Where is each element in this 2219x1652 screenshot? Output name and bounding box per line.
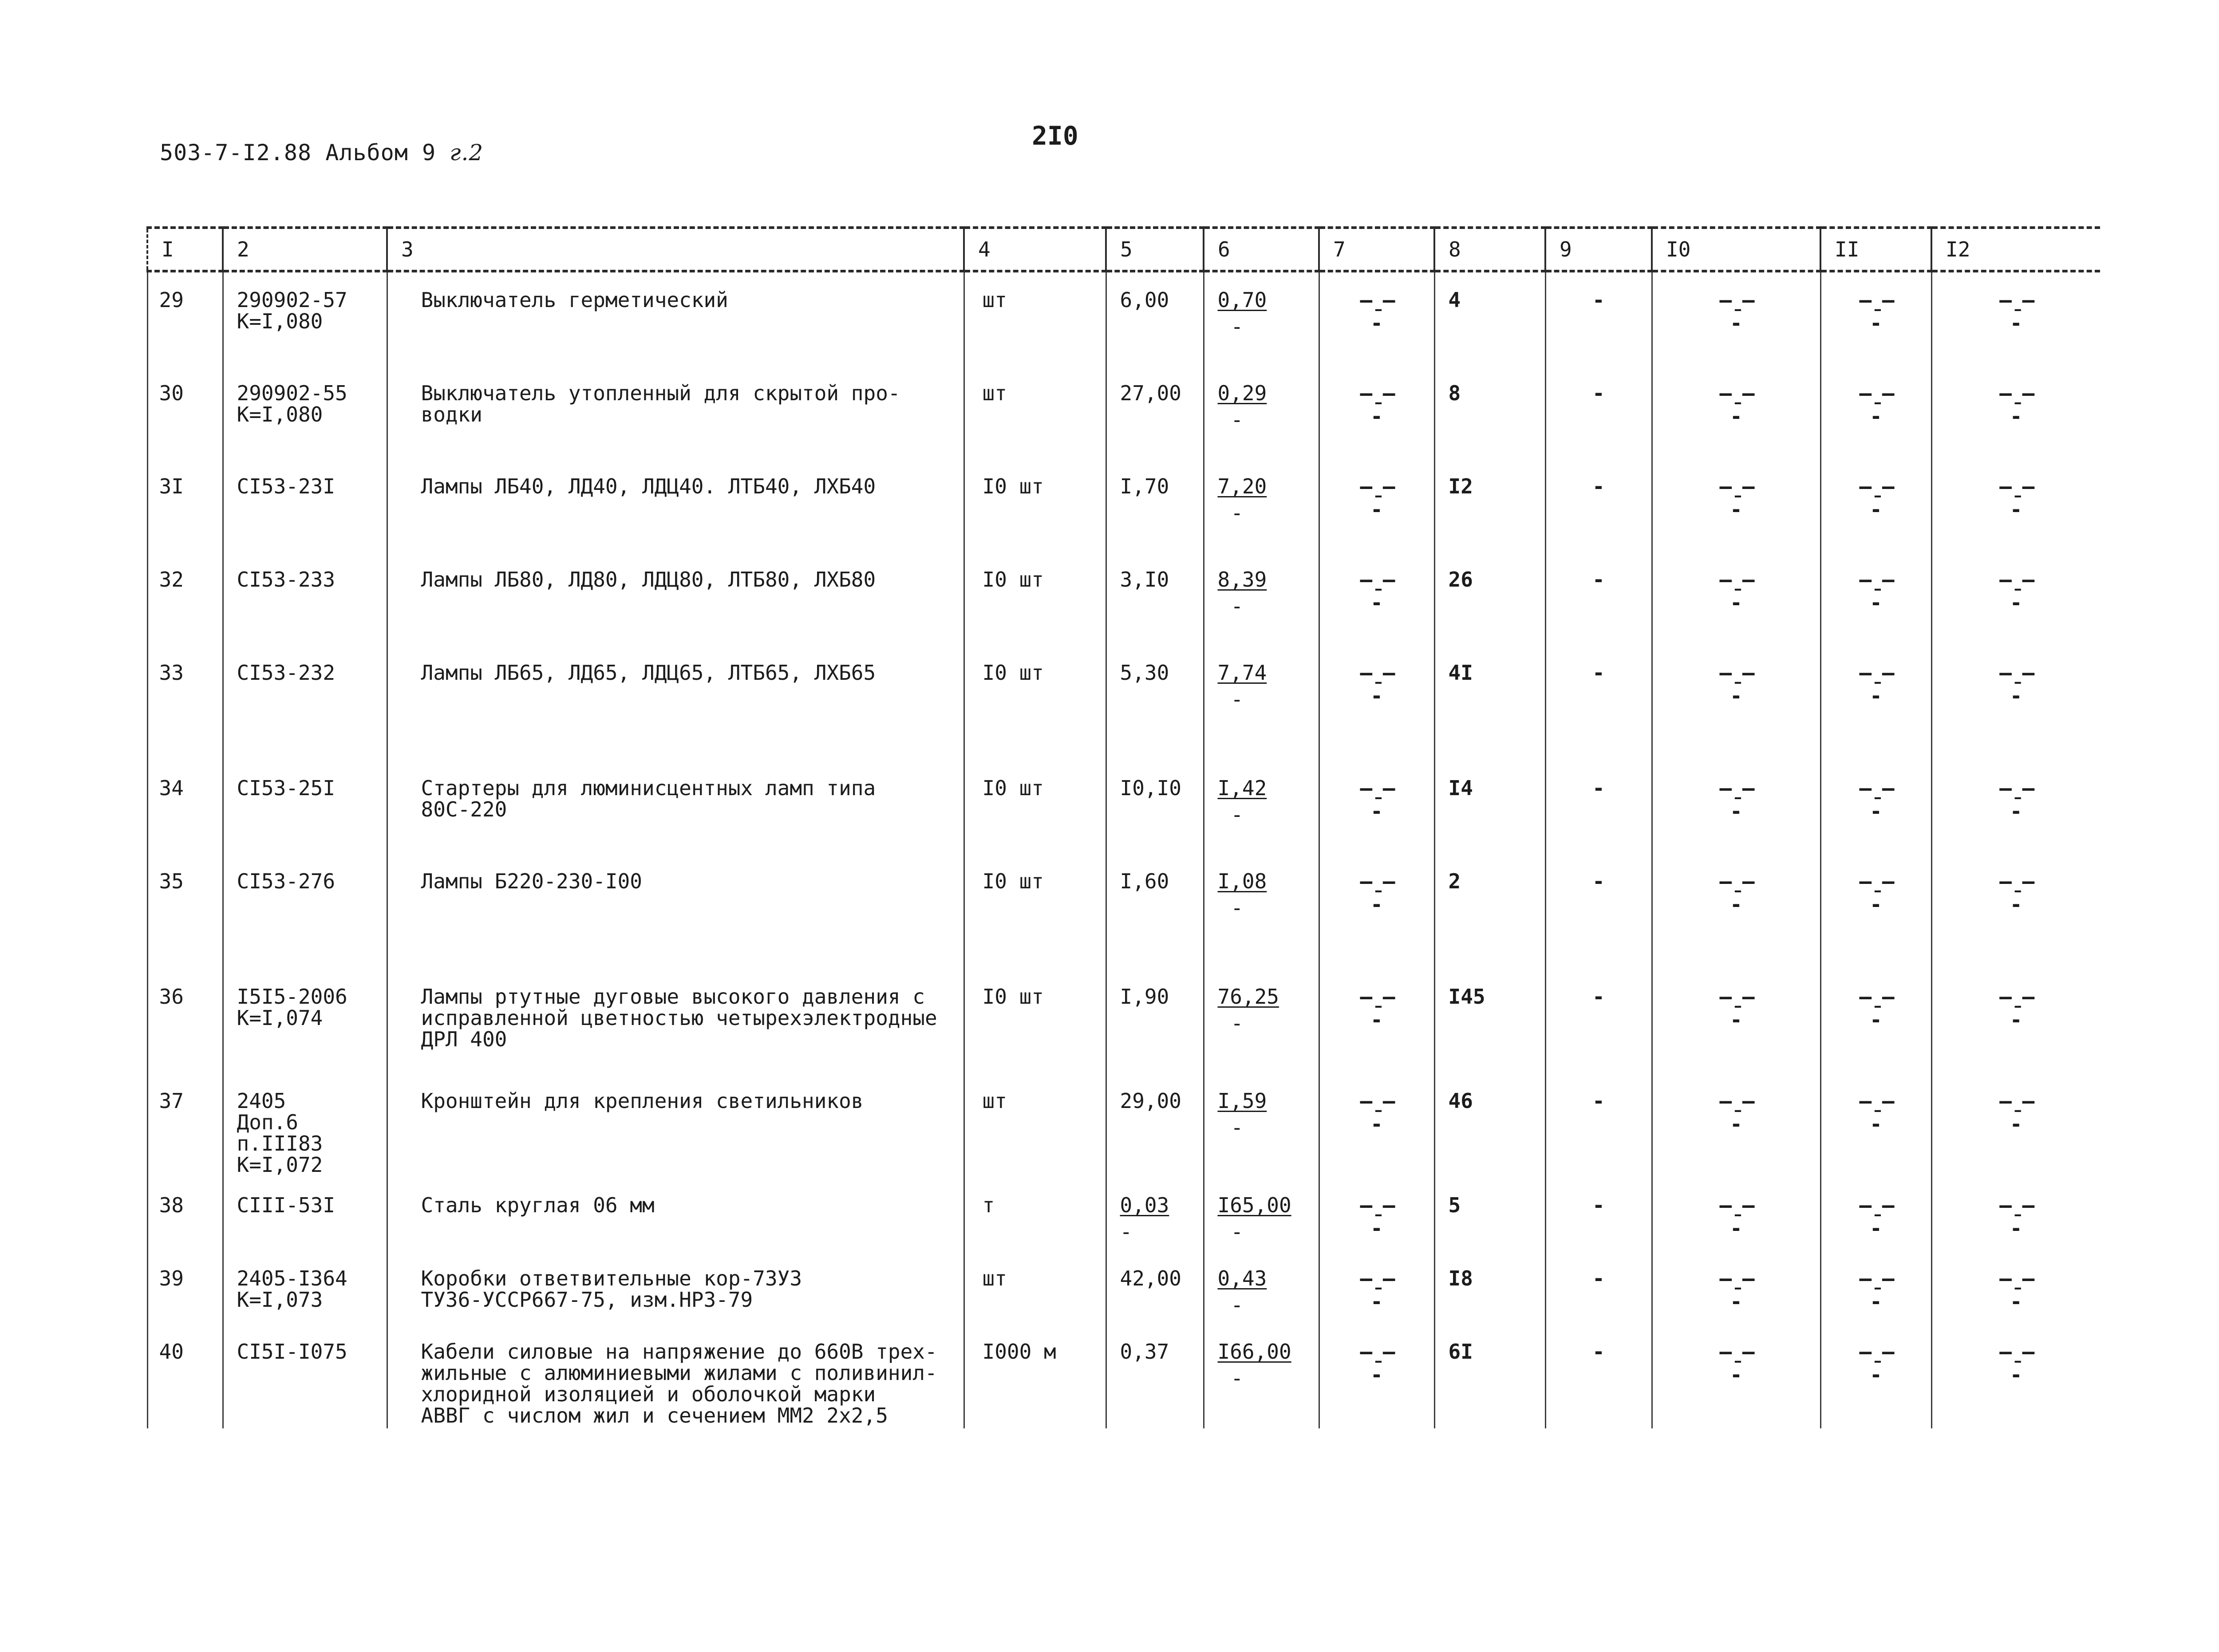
cell-row-number: 29 [147, 271, 223, 366]
cell-unit: I0 шт [964, 552, 1106, 645]
ditto-mark: –̱– - [1859, 1193, 1893, 1240]
cell-col11 [1820, 645, 1931, 761]
ditto-mark: –̱– - [1719, 1340, 1753, 1387]
cell-col12 [1931, 761, 2100, 854]
cell-col6-value: 0,29 [1217, 381, 1267, 405]
cell-col6-value: 76,25 [1217, 985, 1279, 1009]
cell-code: 290902-55 К=I,080 [223, 366, 387, 459]
ditto-mark: –̱– - [1859, 661, 1893, 708]
cell-row-number: 35 [147, 854, 223, 969]
cell-col12 [1931, 1324, 2100, 1428]
cell-col6-dash: - [1231, 687, 1244, 711]
cell-row-number: 32 [147, 552, 223, 645]
cell-code: CI53-276 [223, 854, 387, 969]
table-body [147, 271, 2100, 1428]
cell-col7 [1319, 1324, 1434, 1428]
cell-code: 2405-I364 К=I,073 [223, 1251, 387, 1324]
ditto-mark: –̱– - [1859, 1089, 1893, 1136]
cell-col8: I8 [1434, 1251, 1545, 1324]
ditto-mark: –̱– - [1719, 661, 1753, 708]
cell-col6 [1204, 969, 1319, 1073]
cell-col6 [1204, 1073, 1319, 1178]
cell-col12 [1931, 1073, 2100, 1178]
ditto-mark: –̱– - [1719, 1193, 1753, 1240]
ditto-mark: –̱– - [1999, 985, 2033, 1032]
cell-col9: - [1545, 645, 1652, 761]
cell-col11 [1820, 854, 1931, 969]
ditto-mark: –̱– - [1360, 869, 1394, 916]
cell-col5-value: 0,03 [1120, 1193, 1169, 1217]
cell-name: Лампы ЛБ40, ЛД40, ЛДЦ40. ЛТБ40, ЛХБ40 [387, 459, 964, 552]
table-row [147, 459, 2100, 552]
cell-col7 [1319, 969, 1434, 1073]
cell-col8: 8 [1434, 366, 1545, 459]
column-header-5: 5 [1106, 228, 1204, 271]
cell-col5-value: I0,I0 [1120, 776, 1181, 800]
cell-col11 [1820, 366, 1931, 459]
cell-col11 [1820, 1251, 1931, 1324]
table-row [147, 552, 2100, 645]
cell-col6-value: I,42 [1217, 776, 1267, 800]
cell-col11 [1820, 271, 1931, 366]
cell-col5 [1106, 271, 1204, 366]
ditto-mark: –̱– - [1719, 985, 1753, 1032]
cell-col6-value: 8,39 [1217, 568, 1267, 591]
table-row [147, 1178, 2100, 1251]
table-row [147, 1073, 2100, 1178]
cell-col6 [1204, 366, 1319, 459]
cell-col5-value: 5,30 [1120, 661, 1169, 685]
cell-name: Кабели силовые на напряжение до 660В трех- жильные с алюминиевыми жилами с поливинил- хлоридной изоляцией и оболочкой марки АВВГ с числом жил и сечением ММ2 2х2,5 [387, 1324, 964, 1428]
cell-col6-value: I65,00 [1217, 1193, 1291, 1217]
cell-col7 [1319, 366, 1434, 459]
cell-col6-dash: - [1231, 896, 1244, 920]
cell-col7 [1319, 1251, 1434, 1324]
ditto-mark: –̱– - [1999, 1193, 2033, 1240]
ditto-mark: –̱– - [1719, 1266, 1753, 1313]
cell-col8: 46 [1434, 1073, 1545, 1178]
cell-col5-value: 27,00 [1120, 381, 1181, 405]
cell-col8: 4 [1434, 271, 1545, 366]
table-row [147, 271, 2100, 366]
table-row [147, 854, 2100, 969]
table-row [147, 645, 2100, 761]
cell-col5 [1106, 969, 1204, 1073]
cell-col5 [1106, 366, 1204, 459]
cell-unit: I0 шт [964, 761, 1106, 854]
ditto-mark: –̱– - [1859, 568, 1893, 615]
cell-col6 [1204, 552, 1319, 645]
cell-col6-value: I,08 [1217, 869, 1267, 893]
table-row [147, 761, 2100, 854]
cell-code: CI53-232 [223, 645, 387, 761]
ditto-mark: –̱– - [1859, 869, 1893, 916]
cell-col5-value: I,70 [1120, 474, 1169, 498]
cell-row-number: 33 [147, 645, 223, 761]
cell-col6-dash: - [1231, 1366, 1244, 1390]
cell-col6-value: 0,70 [1217, 288, 1267, 312]
estimate-table [146, 226, 2100, 1428]
cell-code: 290902-57 К=I,080 [223, 271, 387, 366]
ditto-mark: –̱– - [1360, 661, 1394, 708]
cell-col6 [1204, 1324, 1319, 1428]
cell-col12 [1931, 854, 2100, 969]
cell-unit: т [964, 1178, 1106, 1251]
column-header-3: 3 [387, 228, 964, 271]
cell-name: Сталь круглая 06 мм [387, 1178, 964, 1251]
ditto-mark: –̱– - [1999, 869, 2033, 916]
cell-col10 [1652, 1073, 1820, 1178]
cell-col5 [1106, 854, 1204, 969]
table-row [147, 1251, 2100, 1324]
cell-col8: 2 [1434, 854, 1545, 969]
cell-row-number: 3I [147, 459, 223, 552]
ditto-mark: –̱– - [1999, 568, 2033, 615]
cell-col8: 4I [1434, 645, 1545, 761]
cell-col8: 5 [1434, 1178, 1545, 1251]
cell-col5 [1106, 552, 1204, 645]
cell-col9: - [1545, 854, 1652, 969]
cell-row-number: 36 [147, 969, 223, 1073]
cell-col11 [1820, 969, 1931, 1073]
cell-col9: - [1545, 1178, 1652, 1251]
cell-col11 [1820, 1073, 1931, 1178]
cell-row-number: 38 [147, 1178, 223, 1251]
cell-col8: 6I [1434, 1324, 1545, 1428]
cell-col5 [1106, 1073, 1204, 1178]
cell-col6 [1204, 459, 1319, 552]
cell-col11 [1820, 761, 1931, 854]
cell-unit: I0 шт [964, 459, 1106, 552]
cell-col5 [1106, 761, 1204, 854]
cell-col5-value: 29,00 [1120, 1089, 1181, 1113]
table-row [147, 366, 2100, 459]
cell-col9: - [1545, 969, 1652, 1073]
cell-name: Коробки ответвительные кор-73У3 ТУ36-УССР667-75, изм.НР3-79 [387, 1251, 964, 1324]
ditto-mark: –̱– - [1859, 1340, 1893, 1387]
ditto-mark: –̱– - [1999, 661, 2033, 708]
cell-row-number: 37 [147, 1073, 223, 1178]
cell-col9: - [1545, 271, 1652, 366]
cell-col6 [1204, 271, 1319, 366]
cell-col10 [1652, 552, 1820, 645]
cell-code: CI53-25I [223, 761, 387, 854]
cell-col5-value: I,90 [1120, 985, 1169, 1009]
cell-col10 [1652, 854, 1820, 969]
ditto-mark: –̱– - [1999, 1089, 2033, 1136]
cell-col11 [1820, 1178, 1931, 1251]
cell-row-number: 39 [147, 1251, 223, 1324]
cell-col6-value: I,59 [1217, 1089, 1267, 1113]
cell-row-number: 40 [147, 1324, 223, 1428]
cell-col6-dash: - [1231, 1220, 1244, 1244]
cell-col7 [1319, 459, 1434, 552]
ditto-mark: –̱– - [1999, 776, 2033, 823]
cell-col6 [1204, 854, 1319, 969]
cell-code: CI53-23I [223, 459, 387, 552]
cell-col6-value: I66,00 [1217, 1340, 1291, 1364]
column-header-11: II [1820, 228, 1931, 271]
cell-col10 [1652, 1324, 1820, 1428]
cell-code: CIII-53I [223, 1178, 387, 1251]
cell-col5 [1106, 1251, 1204, 1324]
cell-col6-dash: - [1231, 803, 1244, 827]
cell-col8: 26 [1434, 552, 1545, 645]
cell-col5-value: I,60 [1120, 869, 1169, 893]
cell-col7 [1319, 645, 1434, 761]
cell-col8: I45 [1434, 969, 1545, 1073]
cell-col5 [1106, 1324, 1204, 1428]
cell-unit: шт [964, 271, 1106, 366]
ditto-mark: –̱– - [1719, 474, 1753, 521]
ditto-mark: –̱– - [1360, 568, 1394, 615]
cell-col5-dash: - [1120, 1220, 1133, 1244]
ditto-mark: –̱– - [1999, 1266, 2033, 1313]
ditto-mark: –̱– - [1859, 474, 1893, 521]
ditto-mark: –̱– - [1360, 1340, 1394, 1387]
cell-row-number: 34 [147, 761, 223, 854]
cell-name: Стартеры для люминисцентных ламп типа 80С-220 [387, 761, 964, 854]
cell-col12 [1931, 459, 2100, 552]
cell-name: Лампы Б220-230-I00 [387, 854, 964, 969]
cell-col12 [1931, 271, 2100, 366]
cell-col11 [1820, 1324, 1931, 1428]
cell-code: 2405 Доп.6 п.III83 К=I,072 [223, 1073, 387, 1178]
cell-col5-value: 3,I0 [1120, 568, 1169, 591]
cell-col6-dash: - [1231, 1293, 1244, 1317]
cell-unit: шт [964, 366, 1106, 459]
cell-code: I5I5-2006 К=I,074 [223, 969, 387, 1073]
cell-code: CI5I-I075 [223, 1324, 387, 1428]
cell-col12 [1931, 1251, 2100, 1324]
cell-col10 [1652, 271, 1820, 366]
cell-col7 [1319, 1178, 1434, 1251]
column-header-9: 9 [1545, 228, 1652, 271]
cell-col7 [1319, 1073, 1434, 1178]
cell-col8: I2 [1434, 459, 1545, 552]
cell-col9: - [1545, 761, 1652, 854]
cell-col6 [1204, 1178, 1319, 1251]
column-header-2: 2 [223, 228, 387, 271]
cell-col10 [1652, 645, 1820, 761]
cell-col6-dash: - [1231, 594, 1244, 618]
ditto-mark: –̱– - [1360, 1089, 1394, 1136]
column-header-7: 7 [1319, 228, 1434, 271]
cell-col9: - [1545, 1324, 1652, 1428]
ditto-mark: –̱– - [1719, 288, 1753, 335]
cell-col9: - [1545, 459, 1652, 552]
ditto-mark: –̱– - [1360, 288, 1394, 335]
cell-name: Выключатель герметический [387, 271, 964, 366]
cell-col6-value: 7,74 [1217, 661, 1267, 685]
cell-name: Кронштейн для крепления светильников [387, 1073, 964, 1178]
cell-col11 [1820, 459, 1931, 552]
ditto-mark: –̱– - [1719, 776, 1753, 823]
ditto-mark: –̱– - [1360, 985, 1394, 1032]
cell-col6-dash: - [1231, 1116, 1244, 1139]
column-header-6: 6 [1204, 228, 1319, 271]
cell-col9: - [1545, 366, 1652, 459]
cell-col5 [1106, 645, 1204, 761]
ditto-mark: –̱– - [1999, 288, 2033, 335]
cell-col6-dash: - [1231, 501, 1244, 525]
cell-col12 [1931, 552, 2100, 645]
cell-col10 [1652, 969, 1820, 1073]
ditto-mark: –̱– - [1360, 474, 1394, 521]
cell-col6 [1204, 645, 1319, 761]
ditto-mark: –̱– - [1360, 1193, 1394, 1240]
cell-col5-value: 42,00 [1120, 1266, 1181, 1290]
cell-col7 [1319, 854, 1434, 969]
cell-col6-dash: - [1231, 408, 1244, 432]
cell-col6 [1204, 1251, 1319, 1324]
column-header-1: I [147, 228, 223, 271]
ditto-mark: –̱– - [1719, 869, 1753, 916]
ditto-mark: –̱– - [1719, 381, 1753, 428]
cell-col7 [1319, 552, 1434, 645]
ditto-mark: –̱– - [1999, 1340, 2033, 1387]
cell-col6 [1204, 761, 1319, 854]
cell-col9: - [1545, 1073, 1652, 1178]
cell-col5 [1106, 1178, 1204, 1251]
cell-col10 [1652, 459, 1820, 552]
cell-col9: - [1545, 1251, 1652, 1324]
cell-col5 [1106, 459, 1204, 552]
cell-unit: I0 шт [964, 645, 1106, 761]
ditto-mark: –̱– - [1859, 1266, 1893, 1313]
ditto-mark: –̱– - [1859, 776, 1893, 823]
ditto-mark: –̱– - [1859, 288, 1893, 335]
page-number: 2I0 [1032, 121, 1078, 151]
document-code-handwritten: г.2 [450, 140, 484, 166]
cell-name: Выключатель утопленный для скрытой про- водки [387, 366, 964, 459]
cell-col6-dash: - [1231, 1011, 1244, 1035]
cell-name: Лампы ЛБ80, ЛД80, ЛДЦ80, ЛТБ80, ЛХБ80 [387, 552, 964, 645]
column-header-10: I0 [1652, 228, 1820, 271]
cell-unit: I0 шт [964, 969, 1106, 1073]
ditto-mark: –̱– - [1360, 776, 1394, 823]
table-row [147, 1324, 2100, 1428]
cell-col6-value: 0,43 [1217, 1266, 1267, 1290]
ditto-mark: –̱– - [1999, 381, 2033, 428]
cell-col10 [1652, 761, 1820, 854]
cell-unit: I0 шт [964, 854, 1106, 969]
cell-col12 [1931, 366, 2100, 459]
cell-col7 [1319, 271, 1434, 366]
cell-col10 [1652, 366, 1820, 459]
ditto-mark: –̱– - [1719, 568, 1753, 615]
ditto-mark: –̱– - [1859, 381, 1893, 428]
cell-col7 [1319, 761, 1434, 854]
cell-unit: шт [964, 1073, 1106, 1178]
document-code-text: 503-7-I2.88 Альбом 9 [160, 140, 436, 166]
column-header-12: I2 [1931, 228, 2100, 271]
column-header-8: 8 [1434, 228, 1545, 271]
cell-name: Лампы ртутные дуговые высокого давления с исправленной цветностью четырехэлектродные ДРЛ 400 [387, 969, 964, 1073]
ditto-mark: –̱– - [1360, 1266, 1394, 1313]
cell-row-number: 30 [147, 366, 223, 459]
cell-col5-value: 6,00 [1120, 288, 1169, 312]
table-header-row [147, 228, 2100, 271]
cell-code: CI53-233 [223, 552, 387, 645]
table-row [147, 969, 2100, 1073]
ditto-mark: –̱– - [1999, 474, 2033, 521]
cell-col11 [1820, 552, 1931, 645]
cell-col10 [1652, 1178, 1820, 1251]
ditto-mark: –̱– - [1859, 985, 1893, 1032]
cell-col12 [1931, 969, 2100, 1073]
cell-unit: шт [964, 1251, 1106, 1324]
cell-col5-value: 0,37 [1120, 1340, 1169, 1364]
cell-col12 [1931, 645, 2100, 761]
cell-name: Лампы ЛБ65, ЛД65, ЛДЦ65, ЛТБ65, ЛХБ65 [387, 645, 964, 761]
ditto-mark: –̱– - [1360, 381, 1394, 428]
document-code [160, 140, 483, 166]
cell-col6-value: 7,20 [1217, 474, 1267, 498]
cell-col6-dash: - [1231, 315, 1244, 339]
cell-unit: I000 м [964, 1324, 1106, 1428]
cell-col9: - [1545, 552, 1652, 645]
cell-col8: I4 [1434, 761, 1545, 854]
column-header-4: 4 [964, 228, 1106, 271]
cell-col12 [1931, 1178, 2100, 1251]
ditto-mark: –̱– - [1719, 1089, 1753, 1136]
cell-col10 [1652, 1251, 1820, 1324]
